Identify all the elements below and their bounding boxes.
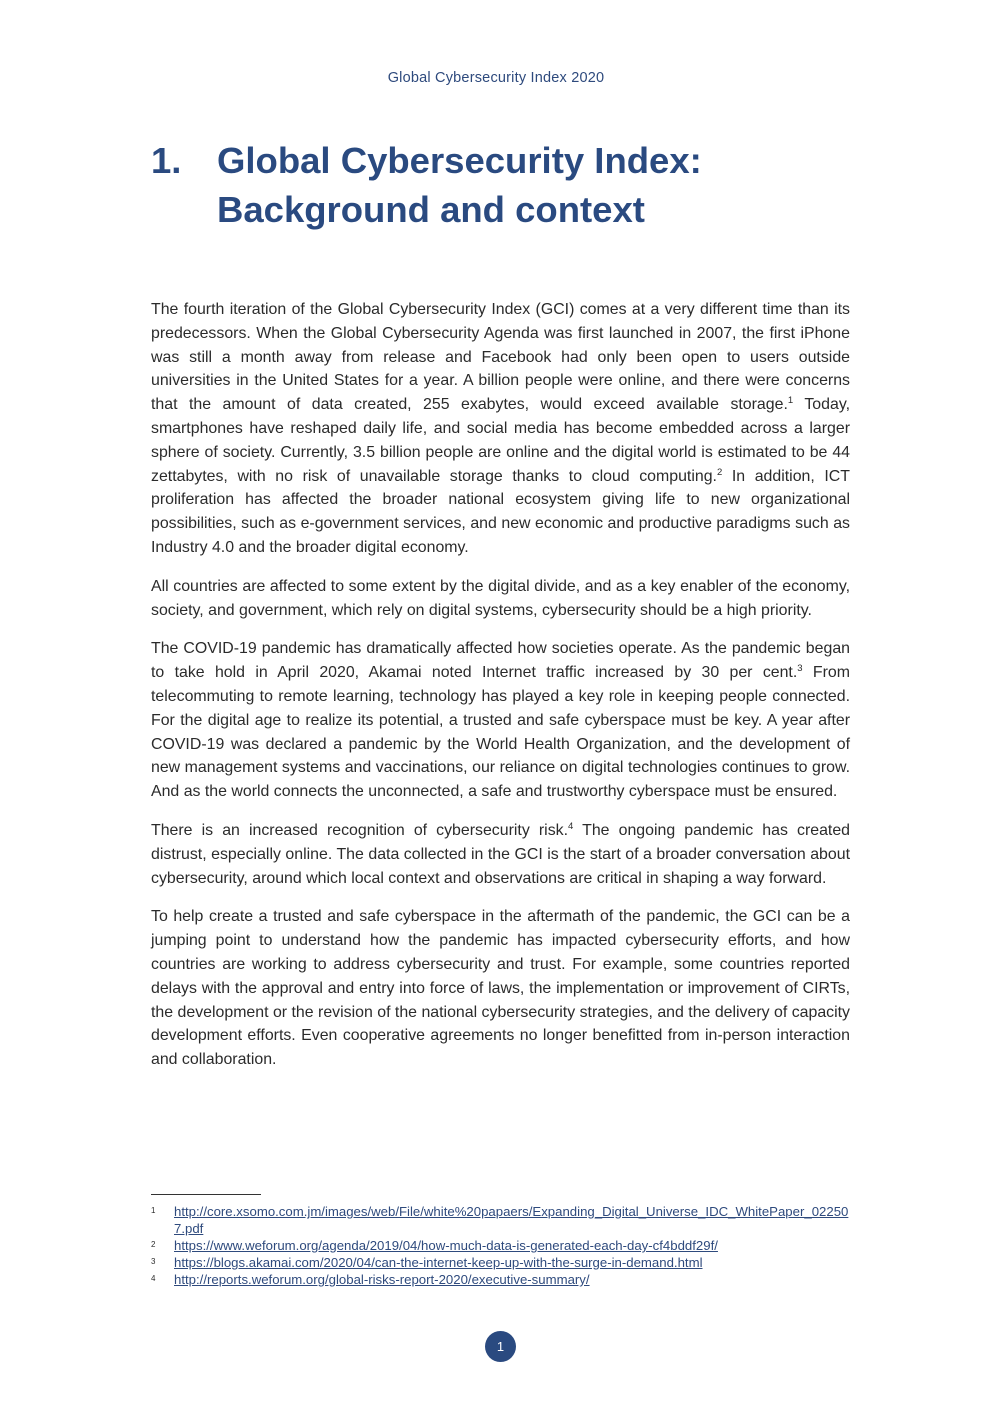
footnote-ref-3[interactable]: 3	[797, 663, 803, 675]
page-number-badge: 1	[485, 1331, 516, 1362]
footnote-link-3[interactable]: https://blogs.akamai.com/2020/04/can-the-internet-keep-up-with-the-surge-in-demand.html	[174, 1255, 703, 1270]
footnote-link-1[interactable]: http://core.xsomo.com.jm/images/web/File/white%20papaers/Expanding_Digital_Universe_IDC_WhitePaper_022507.pdf	[174, 1204, 849, 1236]
footnote-link-4[interactable]: http://reports.weforum.org/global-risks-report-2020/executive-summary/	[174, 1272, 590, 1287]
footnote-mark: 4	[151, 1274, 156, 1283]
chapter-title-line-1: Global Cybersecurity Index:	[217, 140, 702, 181]
paragraph-1: The fourth iteration of the Global Cybersecurity Index (GCI) comes at a very different time than its predecessors. When the Global Cybersecurity Agenda was first launched in 2007, the first iPhone was still a month away from release and Facebook had only been open to users outside universities in the United States for a year. A billion people were online, and there were concerns that the amount of data created, 255 exabytes, would exceed available storage.$^1$ Today, smartphones have reshaped daily life, and social media has become embedded across a larger sphere of society. Currently, 3.5 billion people are online and the digital world is estimated to be 44 zettabytes, with no risk of unavailable storage thanks to cloud computing.$^2$ In addition, ICT proliferation has affected the broader national ecosystem giving life to new organizational possibilities, such as e-government services, and new economic and productive paradigms such as Industry 4.0 and the broader digital economy.	[151, 301, 850, 556]
footnote-divider	[151, 1194, 261, 1195]
paragraph-2: All countries are affected to some extent by the digital divide, and as a key enabler of the economy, society, and government, which rely on digital systems, cybersecurity should be a high priority.	[151, 577, 850, 619]
running-header: Global Cybersecurity Index 2020	[387, 70, 605, 86]
footnote-item	[151, 1237, 851, 1254]
footnote-mark: 1	[151, 1206, 156, 1215]
chapter-title-line-2: Background and context	[217, 189, 645, 230]
footnotes	[151, 1203, 851, 1288]
footnote-item	[151, 1254, 851, 1271]
footnote-mark: 3	[151, 1257, 156, 1266]
chapter-title	[151, 136, 871, 234]
paragraph-4: There is an increased recognition of cybersecurity risk.$^4$ The ongoing pandemic has created distrust, especially online. The data collected in the GCI is the start of a broader conversation about cybersecurity, around which local context and observations are critical in shaping a way forward.	[151, 820, 850, 887]
footnote-item	[151, 1203, 851, 1237]
paragraph-5: To help create a trusted and safe cyberspace in the aftermath of the pandemic, the GCI can be a jumping point to understand how the pandemic has impacted cybersecurity efforts, and how countries are working to address cybersecurity and trust. For example, some countries reported delays with the approval and entry into force of laws, the implementation or improvement of CIRTs, the development or the revision of the national cybersecurity strategies, and the delivery of capacity development efforts. Even cooperative agreements no longer benefitted from in-person interaction and collaboration.	[151, 908, 850, 1069]
footnote-ref-1[interactable]: 1	[787, 395, 794, 407]
chapter-number: 1.	[151, 140, 182, 181]
footnote-mark: 2	[151, 1240, 156, 1249]
footnote-ref-2[interactable]: 2	[716, 466, 723, 478]
footnote-link-2[interactable]: https://www.weforum.org/agenda/2019/04/how-much-data-is-generated-each-day-cf4bddf29f/	[174, 1238, 718, 1253]
footnote-item	[151, 1271, 851, 1288]
body-text	[151, 298, 850, 1087]
footnote-ref-4[interactable]: 4	[568, 820, 574, 832]
paragraph-3: The COVID-19 pandemic has dramatically affected how societies operate. As the pandemic began to take hold in April 2020, Akamai noted Internet traffic increased by 30 per cent.$^3$ From telecommuting to remote learning, technology has played a key role in keeping people connected. For the digital age to realize its potential, a trusted and safe cyberspace must be key. A year after COVID-19 was declared a pandemic by the World Health Organization, and the development of new management systems and vaccinations, our reliance on digital technologies continues to grow. And as the world connects the unconnected, a safe and trustworthy cyberspace must be ensured.	[151, 640, 850, 801]
